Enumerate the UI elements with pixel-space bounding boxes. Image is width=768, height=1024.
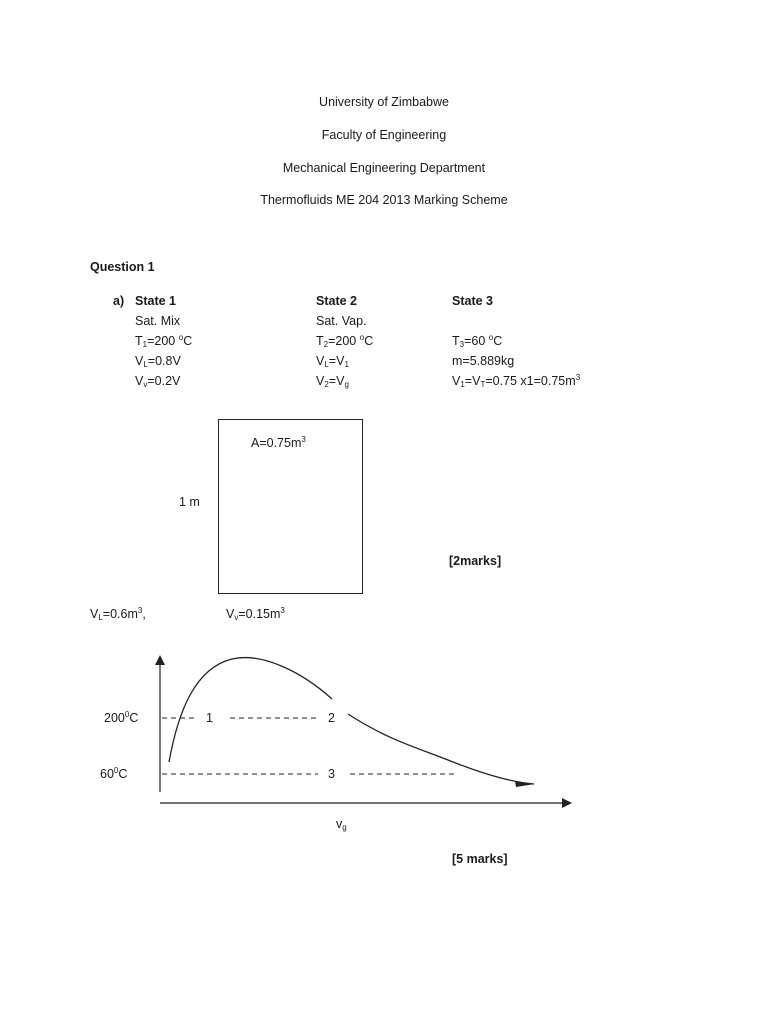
state-2-temperature: $T_2=200$ $^o$C [316, 333, 374, 349]
question-heading: Question 1 [90, 260, 155, 274]
x-axis-arrow-icon [562, 798, 572, 808]
x-axis-label: $v_g$ [336, 817, 347, 832]
header-department: Mechanical Engineering Department [282, 161, 486, 175]
state-2-title: State 2 [316, 294, 357, 308]
tank-area-label: $A=0.75m^3$ [251, 435, 306, 450]
state-2-liquid-volume: $V_L=V_1$ [316, 354, 349, 369]
header-faculty: Faculty of Engineering [321, 128, 447, 142]
header-university: University of Zimbabwe [319, 95, 449, 109]
state-1-title: State 1 [135, 294, 176, 308]
page-title: Thermofluids ME 204 2013 Marking Scheme [260, 193, 508, 207]
y-axis-arrow-icon [155, 655, 165, 665]
point-2-label: 2 [328, 711, 335, 725]
state-1-temperature: $T_1=200$ $^o$C [135, 333, 193, 349]
t-low-label: $60^0C$ [100, 766, 128, 781]
saturation-dome-left [169, 658, 332, 762]
state-1-liquid-volume: $V_L=0.8V$ [135, 354, 181, 369]
state-3-title: State 3 [452, 294, 493, 308]
t-high-label: $200^0C$ [104, 710, 139, 725]
state-3-mass: m=5.889kg [452, 354, 515, 368]
state-3-temperature: $T_3=60$ $^o$C [452, 333, 503, 349]
marks-part-a: [2marks] [449, 554, 502, 568]
part-label: a) [113, 294, 125, 308]
point-3-label: 3 [328, 767, 335, 781]
vapour-volume-result: $V_v=0.15m^3$ [226, 606, 285, 622]
marks-part-b: [5 marks] [452, 852, 508, 866]
tank-height-label: 1 m [179, 495, 200, 509]
state-2-volume: $V_2=V_g$ [316, 374, 349, 389]
liquid-volume-result: $V_L=0.6m^3$, [90, 606, 146, 622]
state-2-condition: Sat. Vap. [316, 314, 367, 328]
state-1-vapour-volume: $V_v=0.2V$ [135, 374, 181, 389]
state-1-condition: Sat. Mix [135, 314, 181, 328]
point-1-label: 1 [206, 711, 213, 725]
curve-arrow-icon [515, 781, 535, 787]
state-3-volume: $V_1=V_T=0.75$ $x1=0.75m^3$ [452, 373, 581, 389]
